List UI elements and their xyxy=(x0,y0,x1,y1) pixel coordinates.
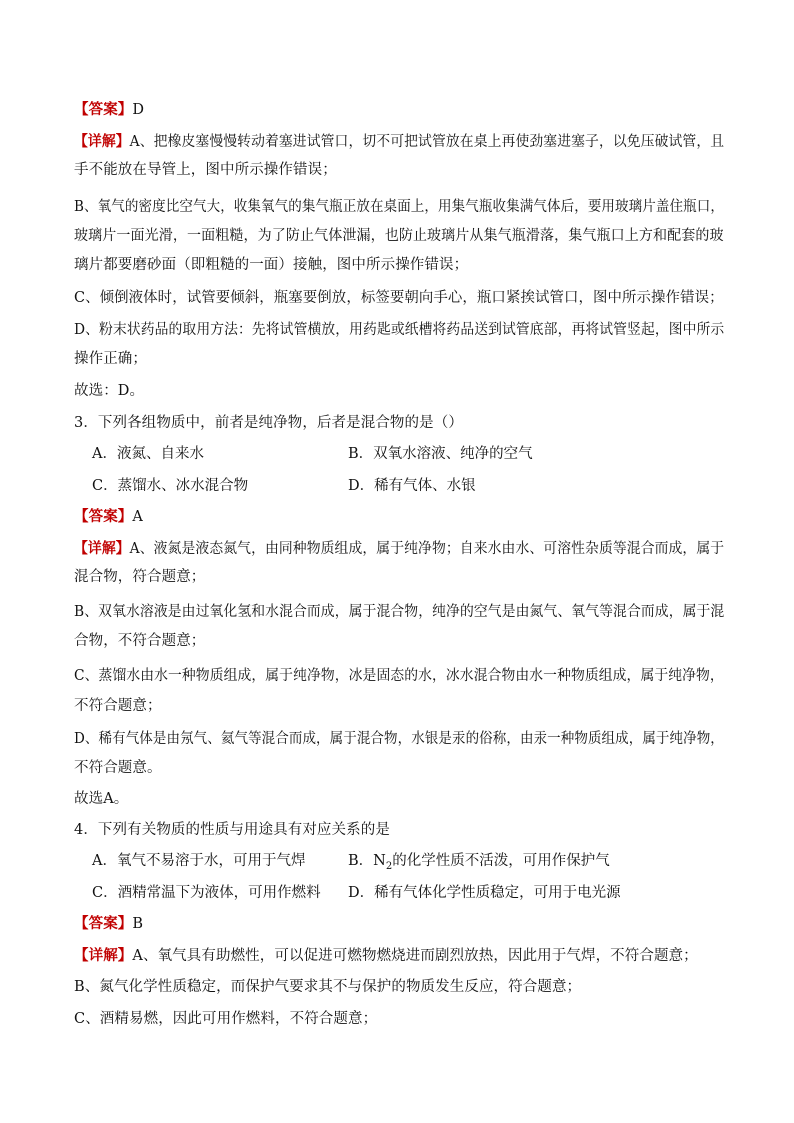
q4-option-d: D．稀有气体化学性质稳定，可用于电光源 xyxy=(348,885,621,901)
answer-value: B xyxy=(132,916,144,932)
q4-detail-line: 【详解】A、氧气具有助燃性，可以促进可燃物燃烧进而剧烈放热，因此用于气焊，不符合题意； xyxy=(74,947,698,964)
q4-option-b: B．$N_2$的化学性质不活泼，可用作保护气 xyxy=(348,853,610,872)
q2-conclusion: 故选：D。 xyxy=(74,383,145,399)
q3-detail-line: D、稀有气体是由氖气、氦气等混合而成，属于混合物，水银是汞的俗称，由汞一种物质组成，属于纯净物， xyxy=(74,731,724,747)
answer-value: A xyxy=(132,509,143,525)
q3-option-c: C．蒸馏水、冰水混合物 xyxy=(92,478,249,494)
detail-label: 【详解】 xyxy=(74,540,130,557)
q4-answer xyxy=(74,914,724,934)
q3-detail-line: 合物，不符合题意； xyxy=(74,633,206,649)
q4-option-c: C．酒精常温下为液体，可用作燃料 xyxy=(92,885,321,901)
q3-stem: 3．下列各组物质中，前者是纯净物，后者是混合物的是（） xyxy=(74,415,463,431)
q2-detail-line: 璃片都要磨砂面（即粗糙的一面）接触，图中所示操作错误； xyxy=(74,257,469,273)
q2-detail-line: C、倾倒液体时，试管要倾斜，瓶塞要倒放，标签要朝向手心，瓶口紧挨试管口，图中所示操作错误； xyxy=(74,290,724,306)
q3-detail-line: C、蒸馏水由水一种物质组成，属于纯净物，冰是固态的水，冰水混合物由水一种物质组成，属于纯净物， xyxy=(74,668,724,684)
q3-detail-line: 混合物，符合题意； xyxy=(74,569,206,585)
q3-option-a: A．液氮、自来水 xyxy=(92,446,204,462)
detail-label: 【详解】 xyxy=(74,947,133,964)
q3-detail-line: 不符合题意。 xyxy=(74,760,162,776)
answer-label: 【答案】 xyxy=(74,915,133,932)
q3-conclusion: 故选A。 xyxy=(74,791,129,807)
q2-answer xyxy=(74,100,724,120)
q3-option-d: D．稀有气体、水银 xyxy=(348,478,476,494)
q4-detail-line: C、酒精易燃，因此可用作燃料，不符合题意； xyxy=(74,1011,378,1027)
answer-label: 【答案】 xyxy=(74,508,133,525)
q4-detail-line: B、氮气化学性质稳定，而保护气要求其不与保护的物质发生反应，符合题意； xyxy=(74,979,582,995)
q4-option-a: A．氧气不易溶于水，可用于气焊 xyxy=(92,853,306,869)
q2-detail-line: D、粉末状药品的取用方法：先将试管横放，用药匙或纸槽将药品送到试管底部，再将试管竖起，图中所示 xyxy=(74,322,725,338)
q3-detail-line: 【详解】A、液氮是液态氮气，由同种物质组成，属于纯净物；自来水由水、可溶性杂质等混合而成，属于 xyxy=(74,540,725,557)
answer-label: 【答案】 xyxy=(74,101,133,118)
q3-detail-line: 不符合题意； xyxy=(74,698,162,714)
q2-detail-line: 【详解】A、把橡皮塞慢慢转动着塞进试管口，切不可把试管放在桌上再使劲塞进塞子，以免压破试管，且 xyxy=(74,133,725,150)
q2-detail-line: 手不能放在导管上，图中所示操作错误； xyxy=(74,162,337,178)
q2-detail-line: B、氧气的密度比空气大，收集氧气的集气瓶正放在桌面上，用集气瓶收集满气体后，要用玻璃片盖住瓶口， xyxy=(74,199,724,215)
detail-label: 【详解】 xyxy=(74,133,130,150)
q2-detail-line: 操作正确； xyxy=(74,351,147,367)
q3-option-b: B．双氧水溶液、纯净的空气 xyxy=(348,446,533,462)
q2-detail-line: 玻璃片一面光滑，一面粗糙，为了防止气体泄漏，也防止玻璃片从集气瓶滑落，集气瓶口上方和配套的玻 xyxy=(74,228,724,244)
q3-answer xyxy=(74,507,724,527)
q3-detail-line: B、双氧水溶液是由过氧化氢和水混合而成，属于混合物，纯净的空气是由氮气、氧气等混合而成，属于混 xyxy=(74,604,725,620)
answer-value: D xyxy=(132,102,145,118)
subscript: 2 xyxy=(385,860,393,872)
q4-stem: 4．下列有关物质的性质与用途具有对应关系的是 xyxy=(74,822,390,838)
